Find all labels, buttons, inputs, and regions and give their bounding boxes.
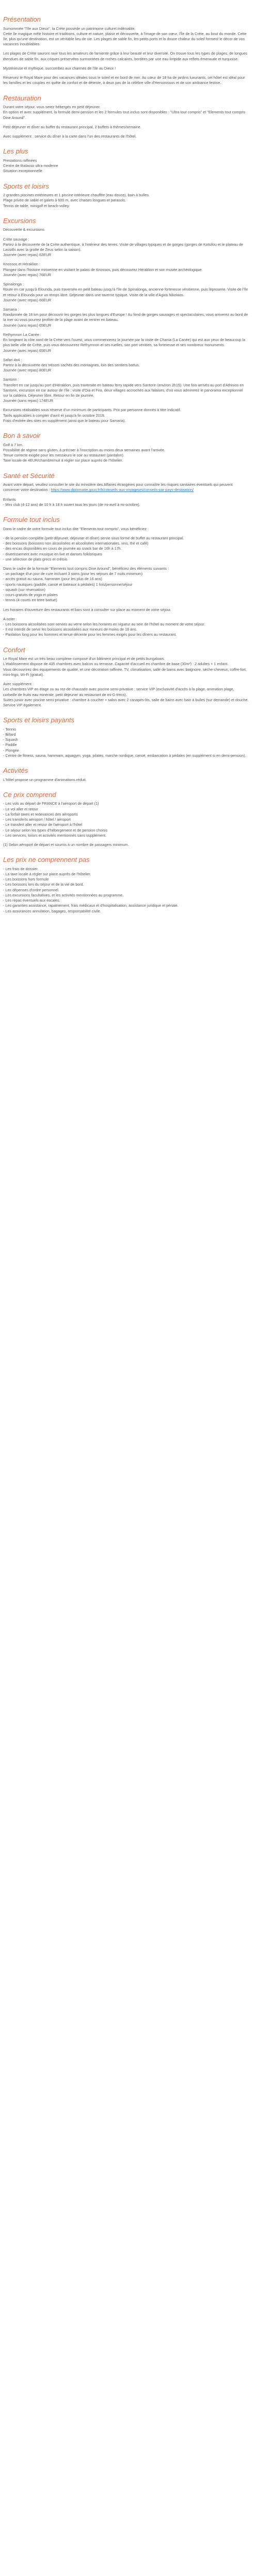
list-item: - Les excursions facultatives, et les activités mentionnées au programme. <box>3 892 124 897</box>
list-item: - Les garanties assistance, rapatriement, frais médicaux et d'hospitalisation, assistance juridique et pénale. <box>3 903 179 908</box>
list-item: - Billard <box>3 732 16 737</box>
paragraph: A noter : - Les boissons alcoolisées sont servies au verre selon les horaires en vigueur au sein de l'hôtel au moment de votre séjour. - Il est interdit de servir les boissons alcoolisées aux mineurs de moins de 18 ans. - Panlation long pour les hommes et tenue décente pour les femmes exigés pour les dîners au restaurant. <box>3 616 205 637</box>
paragraph: Les horaires d'ouverture des restaurants et bars sont à consulter sur place au moment de votre séjour. <box>3 607 171 612</box>
list-item: - Centre de fitness, sauna, hammam, aquagym, yoga, pilates, marche nordique, canoë, embarcation à pédales (en supplément si en demi-pension). <box>3 753 246 758</box>
list-les-plus <box>3 158 249 174</box>
excursions-subheading: Découverte & excursions <box>3 227 44 232</box>
heading-confort: Confort <box>3 646 25 654</box>
diplomatie-link[interactable]: https://www.diplomatie.gouv.fr/fr/conseils-aux-voyageurs/conseils-par-pays-destination/ <box>51 487 194 493</box>
paragraph: Avec supplément : Les chambres VIP en étage ou au rez-de-chaussée avec piscine semi-privative ; service VIP (exclusivité d'accès à la plage, animation plage, corbeille de fruits eau minérale, petit déjeuner au restaurant de mi-G-trecs). Suites junior avec piscine semi-privative : chambre à coucher + salon avec 2 canapés-lits, salle de bains avec bain à bulles (sur demande) et douche. Service VIP également. <box>3 682 249 707</box>
list-item: - Le vol aller et retour <box>3 806 38 811</box>
list-item: - Les frais de dossier. <box>3 866 39 871</box>
list-item: Prestations raffinées <box>3 158 37 163</box>
section-confort <box>3 646 249 708</box>
excursion-item: Rethymnon La Canée : En longeant la côte nord de la Crète vers l'ouest, vous commencerez la journée par la visite de Chania (La Canée) qui est aux yeux de beaucoup la plus belle ville de Crète, puis vous découvrirez Rethymnon et ses ruelles, son port vénitien, sa forteresse et ses nombreux monuments. Journée (avec repas) 65EUR <box>3 332 246 353</box>
list-item: - Les dépenses d'ordre personnel. <box>3 887 59 892</box>
document <box>0 0 252 941</box>
section-sante-securite <box>3 472 249 507</box>
section-restauration <box>3 94 249 140</box>
excursion-item: Spinalonga : Route en car jusqu'à Elounda, puis traversée en petit bateau jusqu'à l'île de Spinalonga, ancienne forteresse vénitienne, puis léproserie. Visite de l'île et retour à Elounda pour un temps libre. Déjeuner dans une taverne typique. Visite de la ville d'Agios Nikolaos. Journée (avec repas) 66EUR <box>3 282 248 302</box>
list-item: - Les services, loisirs et activités mentionnés sans supplément. <box>3 833 107 838</box>
list-item: - Plongée <box>3 748 19 753</box>
paragraph-enfants: Enfants - Mini club (4-12 ans) de 10 h à 18 h ouvert tous les jours (de mi-avril à mi-octobre). <box>3 497 140 507</box>
paragraph: 2 grandes piscines extérieures et 1 piscine intérieure chauffée (eau douce), bain à bulles. Plage privée de sable et galets à 600 m, avec chaises longues et parasols. Tennis de table, minigolf et beach-volley. <box>3 193 150 208</box>
paragraph: Avec supplément : service du dîner à la carte dans l'un des restaurants de l'hôtel. <box>3 134 137 139</box>
paragraph: Dans le cadre de votre formule tout inclus dite "Elements tout compris", vous bénéficiez : <box>3 526 149 531</box>
paragraph: Réservez le Royal Mare pour des vacances idéales sous le soleil et en bord de mer. Au cœur de 18 ha de jardins luxuriants, cet hôtel est idéal pour les familles et les couples en quête de confort et de détente, à deux pas de la célèbre ville d'Hersonissos et de son ambiance festive. <box>3 75 245 86</box>
list-item: - Le transfert aller et retour de l'aéroport à l'hôtel <box>3 822 83 827</box>
list-item: - Squash <box>3 737 18 742</box>
list-item: - Les boissons hors formule <box>3 877 49 882</box>
paragraph: Petit déjeuner et dîner au buffet du restaurant principal, 2 buffets à thèmes/semaine. <box>3 124 141 129</box>
list-item: - Les vols au départ de FRANCE à l'aéroport de départ (1) <box>3 801 99 806</box>
heading-presentation: Présentation <box>3 15 41 23</box>
list-sports-payants <box>3 727 249 758</box>
paragraph: Golf à 7 km. Possibilité de régime sans gluten, à préciser à l'inscription au moins deux semaines avant l'arrivée. Tenue correcte exigée pour les messieurs le soir au restaurant (pantalon). Taxe locale de 4EUR/chambre/nuit à régler sur place auprès de l'hôtelier. <box>3 442 165 463</box>
heading-sports-payants: Sports et loisirs payants <box>3 716 75 724</box>
paragraph: Les plages de Crète sauront ravir tous les amateurs de farniente grâce à leur beauté et leur diversité. On trouve tous les types de plages, de longues étendues de sable fin, aux criques préservées surmontées de roches calcaires, bordées par une eau limpide aux reflets émeraude et turquoise. <box>3 51 248 61</box>
list-item: - La forfait taxes et redevances des aéroports <box>3 811 78 817</box>
paragraph: Surnommée "l'Ile aux Dieux", la Crète possède un patrimoine culturel indéniable. Cette île magique mêle histoire et traditions, culture et nature, plaisir et découverte, à l'image de son cœur, l'Île de la Crète, au bout du monde. Cette île, plus qu'une destination, est un véritable lieu de vie. Les plages de sable fin, les petits ports et la douce chaleur du soleil forment le décor de vos vacances inoubliables. <box>3 26 247 47</box>
footnote: (1) Selon aéroport de départ et soumis à un nombre de passagers minimum. <box>3 842 129 847</box>
heading-sante-securite: Santé et Sécurité <box>3 471 55 480</box>
list-prix-ne-comprend <box>3 867 249 914</box>
section-prix-comprend <box>3 791 249 848</box>
list-prix-comprend <box>3 801 249 838</box>
heading-formule: Formule tout inclus <box>3 516 60 524</box>
heading-restauration: Restauration <box>3 94 41 102</box>
heading-prix-comprend: Ce prix comprend <box>3 790 56 799</box>
list-item: - La taxe locale à régler sur place auprès de l'hôtelier. <box>3 872 91 877</box>
heading-bon-a-savoir: Bon à savoir <box>3 432 41 440</box>
list-item: - Les repas éventuels aux escales. <box>3 898 60 903</box>
list-item: - Tennis <box>3 726 17 732</box>
section-formule <box>3 516 249 638</box>
paragraph: - de la pension complète (petit déjeuner, déjeuner et dîner) servie sous forme de buffet au restaurant principal. - des boissons (boissons non alcoolisées et alcoolisées internationales, vins, thé et café) - des encas disponibles en cours de journée au snack bar de 16h à 17h. - divertissement avec musique en live et danses folkloriques - une sélection de plats grecs et crétois <box>3 535 184 562</box>
section-sports-loisirs <box>3 182 249 209</box>
paragraph: Dans le cadre de la formule "Elements tout compris Dine Around", bénéficiez des éléments suivants : - un package d'un jour de cure incluant 3 soins (pour les séjours de 7 nuits minimum) - accès gratuit au sauna, hammam (pour les plus de 16 ans) - sports nautiques (paddle, canoë et bateaux à pédales) 1 fois/personne/séjour - squash (sur réservation) - cours gratuits de yoga et pilates - tennis (4 courts en terre battue) <box>3 566 169 603</box>
list-item: - Les boissons lors du séjour et de la vie de bord. <box>3 882 84 887</box>
heading-activites: Activités <box>3 767 28 775</box>
paragraph: Mystérieuse et mythique, succombez aux charmes de l'Ile au Dieux ! <box>3 65 116 71</box>
section-sports-payants <box>3 716 249 758</box>
excursion-item: Knossos et Héraklion : Plongez dans l'histoire minoenne en visitant le palais de Knossos, puis découvrez Héraklion et son musée archéologique. Journée (avec repas) 76EUR <box>3 262 203 277</box>
section-prix-ne-comprend <box>3 856 249 914</box>
section-bon-a-savoir <box>3 432 249 463</box>
paragraph: L'hôtel propose un programme d'animations réduit. <box>3 777 87 782</box>
heading-les-plus: Les plus <box>3 147 28 156</box>
list-item: - Les assurances annulation, bagages, responsabilité civile. <box>3 908 101 913</box>
list-item: Situation exceptionnelle <box>3 168 42 174</box>
paragraph: Le Royal Mare est un très beau complexe composé d'un bâtiment principal et de petits bungalows. L'établissement dispose de 435 chambres avec balcon ou terrasse. Capacité d'accueil en chambre de base (30m²) : 2 adultes + 1 enfant. Vous découvrirez des équipements de qualité, et une décoration raffinée. TV, climatisation, salle de bains avec baignoire, sèche-cheveux, coffre-fort, mini-frigo, Wi-Fi (gratuit). <box>3 656 247 677</box>
excursion-item: Santorin : Transfert en car jusqu'au port d'Héraklion, puis traversée en bateau ferry rapide vers Santorin (environ 2h15). Une fois arrivés au port d'Athinios en Santorin, excursion en car autour de l'île : visite d'Oia et Fira, deux villages accrochés aux falaises, d'où vous admirerez le panorama exceptionnel sur la caldeira. Déjeuner libre. Retour en fin de journée. Journée (sans repas) 174EUR <box>3 377 244 403</box>
excursion-item: Safari 4x4 : Partez à la découverte des trésors cachés des montagnes, loin des sentiers battus. Journée (avec repas) 80EUR <box>3 357 140 373</box>
paragraph <box>3 482 249 493</box>
heading-sports-loisirs: Sports et loisirs <box>3 182 49 190</box>
list-item: - Les transferts aéroport / hôtel / aéroport <box>3 817 71 822</box>
list-item: Centre de thalasso ultra moderne <box>3 163 58 168</box>
sante-text: Avant votre départ, veuillez consulter le site du ministère des Affaires étrangères pour connaître les risques sanitaires éventuels qui peuvent concerner votre destination : <box>3 482 233 493</box>
list-item: - Paddle <box>3 742 17 748</box>
paragraph: Durant votre séjour, vous serez hébergés en petit déjeuner. En option et avec supplément, la formule demi-pension et les 2 formules tout inclus sont disponibles : "Ultra tout compris" et "Elements tout compris Dine Around". <box>3 105 246 120</box>
section-activites <box>3 767 249 783</box>
excursion-item: Samaria : Randonnée de 18 km pour découvrir les gorges les plus longues d'Europe ! Au fond de gorges sauvages et spectaculaires, vous arriverez au bord de la mer où vous pourrez profiter de la plage avant de rentrer en bateau. Journée (sans repas) 65EUR <box>3 307 248 328</box>
section-excursions <box>3 217 249 423</box>
section-les-plus <box>3 147 249 174</box>
heading-prix-ne-comprend: Les prix ne comprennent pas <box>3 856 90 864</box>
list-item: - Le séjour selon les types d'hébergement et de pension choisis <box>3 827 108 833</box>
excursions-note: Excursions réalisables sous réserve d'un minimum de participants. Prix par personne donnés à titre indicatif. Tarifs applicables à compter d'avril et jusqu'à fin octobre 2019. Frais d'entrée des sites en supplément (ainsi que le bateau pour Samaria). <box>3 408 181 423</box>
heading-excursions: Excursions <box>3 216 36 225</box>
excursion-item: Crète sauvage : Partez à la découverte de la Crète authentique, à l'intérieur des terres. Visite de villages typiques et de gorges (gorges de Kotsifou et le plateau de Lassithi avec la grotte de Zeus selon la saison). Journée (avec repas) 62EUR <box>3 236 244 258</box>
section-presentation <box>3 15 249 86</box>
